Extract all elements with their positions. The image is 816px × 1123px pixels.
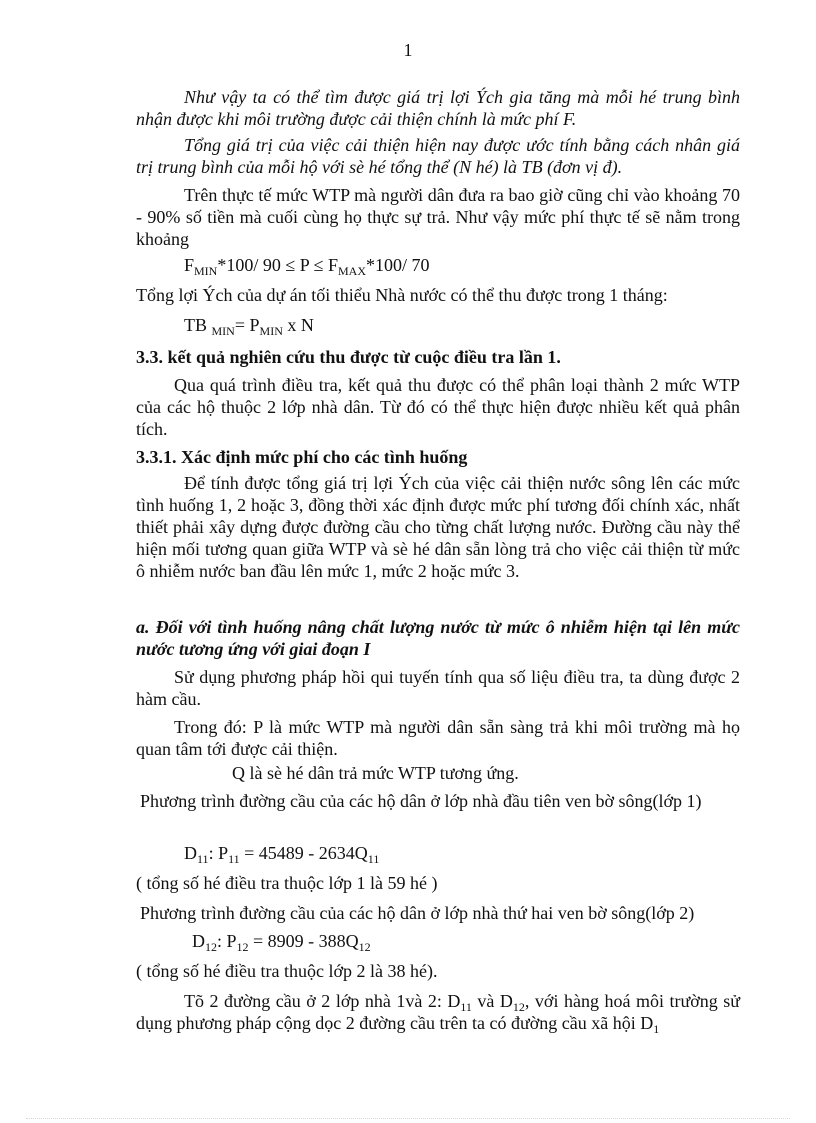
note-layer-2-count: ( tổng số hé điều tra thuộc lớp 2 là 38 hé). [136, 961, 438, 981]
note-layer-1-count: ( tổng số hé điều tra thuộc lớp 1 là 59 hé ) [136, 873, 438, 893]
paragraph-min-benefit: Tổng lợi Ých của dự án tối thiểu Nhà nước có thể thu được trong 1 tháng: [136, 285, 668, 305]
paragraph-where-p: Trong đó: P là mức WTP mà người dân sẵn sàng trả khi môi trường mà họ quan tâm tới được cải thiện. [136, 717, 740, 759]
paragraph-regression: Sử dụng phương pháp hồi qui tuyến tính qua số liệu điều tra, ta dùng được 2 hàm cầu. [136, 667, 740, 709]
paragraph-demand-layer-2: Phương trình đường cầu của các hộ dân ở lớp nhà thứ hai ven bờ sông(lớp 2) [140, 903, 695, 923]
paragraph-total-value: Tổng giá trị của việc cải thiện hiện nay được ước tính bằng cách nhân giá trị trung bình của mỗi hộ với sè hé tổng thể (N hé) là TB (đơn vị đ). [136, 135, 740, 177]
paragraph-wtp-reality: Trên thực tế mức WTP mà người dân đưa ra bao giờ cũng chỉ vào khoảng 70 - 90% số tiền mà cuối cùng họ thực sự trả. Như vậy mức phí thực tế sẽ nằm trong khoảng [136, 185, 740, 249]
equation-d12: $D_{12}$: $P_{12} = 8909 - 388Q_{12}$ [192, 931, 371, 954]
page-number: 1 [403, 40, 413, 60]
heading-3-3-1: 3.3.1. Xác định mức phí cho các tình huống [136, 447, 468, 467]
heading-3-3: 3.3. kết quả nghiên cứu thu được từ cuộc điều tra lần 1. [136, 347, 561, 367]
page-bottom-divider [26, 1118, 790, 1119]
paragraph-where-q: Q là sè hé dân trả mức WTP tương ứng. [232, 763, 519, 783]
paragraph-benefit-increase: Như vậy ta có thể tìm được giá trị lợi Ých gia tăng mà mỗi hé trung bình nhận được khi môi trường được cải thiện chính là mức phí F. [136, 87, 740, 129]
paragraph-social-demand: Tõ 2 đường cầu ở 2 lớp nhà 1và 2: $D_{11}$ và $D_{12}$, với hàng hoá môi trường sử dụng phương pháp cộng dọc 2 đường cầu trên ta có đường cầu xã hội $D_1$ [136, 991, 740, 1036]
paragraph-demand-curve: Để tính được tổng giá trị lợi Ých của việc cải thiện nước sông lên các mức tình huống 1, 2 hoặc 3, đồng thời xác định được mức phí tương đối chính xác, nhất thiết phải xây dựng được đường cầu cho từng chất lượng nước. Đường cầu này thể hiện mối tương quan giữa WTP và sè hé dân sẵn lòng trả cho việc cải thiện từ mức ô nhiễm nước ban đầu lên mức 1, mức 2 hoặc mức 3. [136, 473, 740, 581]
heading-case-a: a. Đối với tình huống nâng chất lượng nước từ mức ô nhiễm hiện tại lên mức nước tương ứng với giai đoạn I [136, 617, 740, 659]
equation-d11: $D_{11}$: $P_{11} = 45489 - 2634Q_{11}$ [184, 843, 380, 866]
formula-tb-min: TB $_{MIN}= P_{MIN}$ x N [184, 315, 314, 338]
formula-fee-range: $F_{MIN}*100/$ $90 \le P \le F_{MAX}*100/$ 70 [184, 255, 430, 278]
paragraph-survey-results: Qua quá trình điều tra, kết quả thu được có thể phân loại thành 2 mức WTP của các hộ thuộc 2 lớp nhà dân. Từ đó có thể thực hiện được nhiều kết quả phân tích. [136, 375, 740, 439]
paragraph-demand-layer-1: Phương trình đường cầu của các hộ dân ở lớp nhà đầu tiên ven bờ sông(lớp 1) [140, 791, 702, 811]
